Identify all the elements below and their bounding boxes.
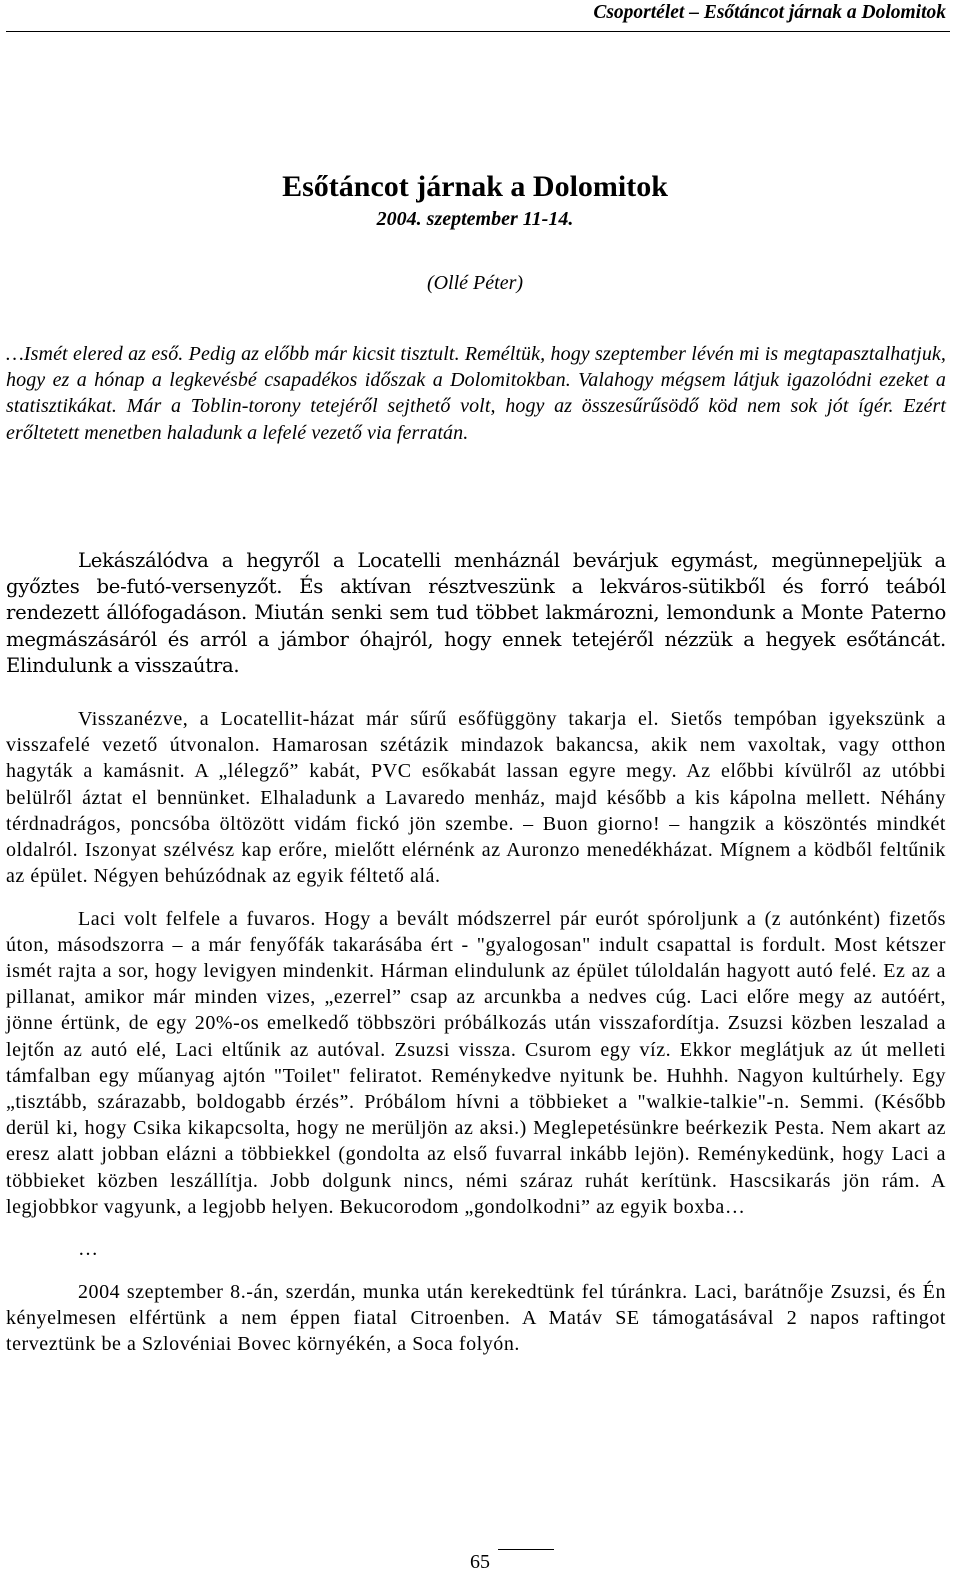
article-author: (Ollé Péter) [426, 272, 524, 294]
ellipsis-line: … [78, 1238, 99, 1261]
header-rule [6, 31, 950, 32]
intro-paragraph: …Ismét elered az eső. Pedig az előbb már kicsit tisztult. Reméltük, hogy szeptember lévén mi is megtapasztalhatjuk, hogy ez a hónap a legkevésbé csapadékos időszak a Dolomitokban. Valahogy mégsem látjuk igazolódni ezeket a statisztikákat. Már a Toblin-torony tetejéről sejthető volt, hogy az összesűrűsödő köd nem sok jót ígér. Ezért erőltetett menetben haladunk a lefelé vezető via ferratán. [6, 343, 946, 444]
page-number: 65 [470, 1551, 490, 1573]
article-date: 2004. szeptember 11-14. [376, 208, 574, 230]
body-paragraph: 2004 szeptember 8.-án, szerdán, munka után kerekedtünk fel túránkra. Laci, barátnője Zsuzsi, és Én kényelmesen elfértünk a nem éppen fiatal Citroenben. A Matáv SE támogatásával 2 napos raftingot terveztünk be a Szlovéniai Bovec környékén, a Soca folyón. [6, 1280, 946, 1356]
article-title: Esőtáncot járnak a Dolomitok [282, 170, 668, 203]
body-paragraph: Laci volt felfele a fuvaros. Hogy a bevált módszerrel pár eurót spóroljunk a (z autónként) fizetős úton, másodszorra – a már fenyőfák takarásába ért - "gyalogosan" indult csapattal is fordult. Most kétszer ismét rajta a sor, hogy levigyen mindenkit. Hárman elindulunk az épület túloldalán hagyott autó felé. Ez az a pillanat, amikor már minden vizes, „ezerrel” csap az arcunkba a nedves cúg. Laci előre megy az autóért, jönne értünk, de egy 20%-os emelkedő többszöri próbálkozás után visszafordítja. Zsuzsi közben leszalad a lejtőn az autó elé, Laci eltűnik az autóval. Zsuzsi vissza. Csurom egy víz. Ekkor meglátjuk az út melleti támfalban egy műanyag ajtón "Toilet" feliratot. Reménykedve nyitunk be. Huhhh. Nagyon kultúrhely. Egy „tisztább, szárazabb, boldogabb érzés”. Próbálom hívni a többieket a "walkie-talkie"-n. Semmi. (Később derül ki, hogy Csika kikapcsolta, hogy ne merüljön az aksi.) Meglepetésünkre beérkezik Pesta. Nem akart az eresz alatt jobban elázni a többiekkel (gondolta az első fuvarral inkább lejön). Reménykedünk, hogy Laci a többieket közben leszállítja. Jobb dolgunk nincs, némi száraz ruhát kerítünk. Hascsikarás jön rám. A legjobbkor vagyunk, a legjobb helyen. Bekucorodom „gondolkodni” az egyik boxba… [6, 907, 946, 1218]
title-block [0, 168, 950, 232]
body-section-2 [6, 706, 946, 1373]
body-section-1 [6, 548, 946, 695]
body-paragraph: Visszanézve, a Locatellit-házat már sűrű esőfüggöny takarja el. Sietős tempóban igyekszünk a visszafelé vezető útvonalon. Hamarosan szétázik mindazok bakancsa, akik nem vaxoltak, vagy otthon hagyták a kamásnit. A „lélegző” kabát, PVC esőkabát lassan egyre megy. Az előbbi kívülről az utóbbi belülről áztat el bennünket. Elhaladunk a Lavaredo menház, majd később a kis kápolna mellett. Néhány térdnadrágos, poncsóba öltözött vidám fickó jön szembe. – Buon giorno! – hangzik a köszöntés mindkét oldalról. Iszonyat szélvész kap erőre, mielőtt elérnénk az Auronzo menedékházat. Mígnem a ködből feltűnik az épület. Négyen behúzódnak az egyik féltető alá. [6, 708, 946, 888]
running-header: Csoportélet – Esőtáncot járnak a Dolomitok [593, 2, 946, 23]
footer-rule [498, 1549, 554, 1550]
body-paragraph: Lekászálódva a hegyről a Locatelli menháznál bevárjuk egymást, megünnepeljük a győztes be-futó-versenyzőt. És aktívan résztveszünk a lekváros-sütikből és forró teából rendezett állófogadáson. Miután senki sem tud többet lakmározni, lemondunk a Monte Paterno megmászásáról és arról a jámbor óhajról, hogy ennek tetejéről nézzük a hegyek esőtáncát. Elindulunk a visszaútra. [6, 549, 946, 677]
